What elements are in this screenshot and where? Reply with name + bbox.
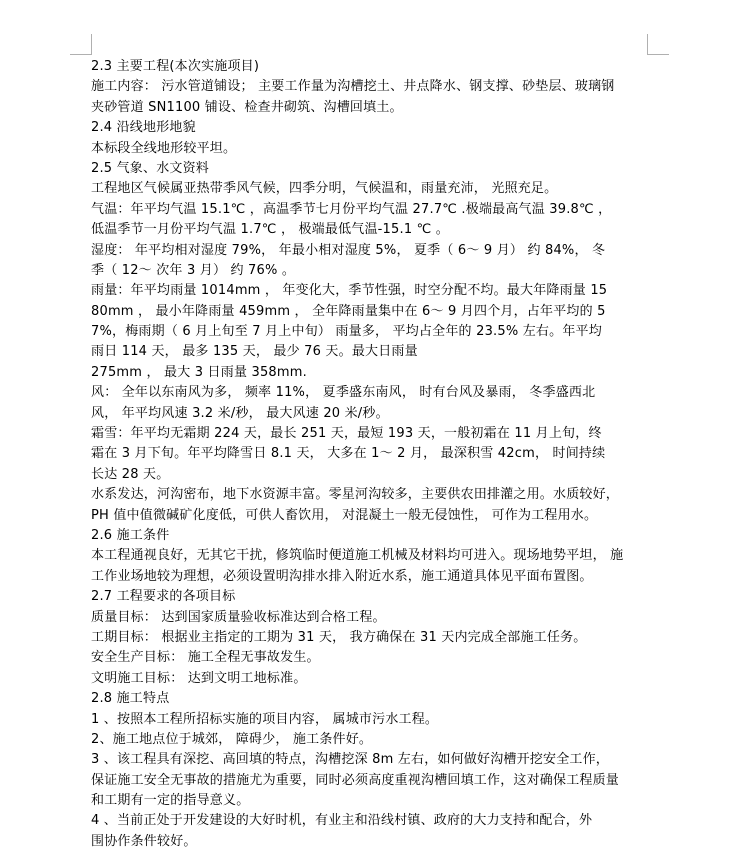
text-line: 湿度： 年平均相对湿度 79%， 年最小相对湿度 5%， 夏季（ 6～ 9 月） 约 84%， 冬 — [91, 242, 606, 258]
text-line: 安全生产目标： 施工全程无事故发生。 — [91, 650, 320, 666]
text-line: 3 、该工程具有深挖、高回填的特点，沟槽挖深 8m 左右，如何做好沟槽开挖安全工作， — [91, 752, 610, 768]
text-line: 季（ 12～ 次年 3 月） 约 76% 。 — [91, 262, 296, 278]
text-line: 风， 年平均风速 3.2 米/秒， 最大风速 20 米/秒。 — [91, 405, 389, 421]
text-line: 低温季节一月份平均气温 1.7℃ ， 极端最低气温-15.1 ℃ 。 — [91, 222, 449, 238]
text-line: 保证施工安全无事故的措施尤为重要，同时必须高度重视沟槽回填工作，这对确保工程质量 — [91, 772, 620, 788]
text-line: 工作业场地较为理想，必须设置明沟排水排入附近水系，施工通道具体见平面布置图。 — [91, 568, 593, 584]
text-line: 本标段全线地形较平坦。 — [91, 140, 237, 156]
text-line: 夹砂管道 SN1100 铺设、检查井砌筑、沟槽回填土。 — [91, 99, 403, 115]
section-heading: 2.3 主要工程(本次实施项目) — [91, 59, 260, 74]
text-line: 雨日 114 天， 最多 135 天， 最少 76 天。最大日雨量 — [91, 344, 418, 360]
text-line: 工程地区气候属亚热带季风气候，四季分明，气候温和，雨量充沛， 光照充足。 — [91, 181, 558, 197]
section-heading: 2.5 气象、水文资料 — [91, 160, 210, 176]
crop-mark-top-right — [647, 34, 648, 54]
document-body — [91, 57, 651, 852]
crop-mark-top-right — [647, 54, 669, 55]
text-line: 和工期有一定的指导意义。 — [91, 793, 250, 809]
crop-mark-top-left — [70, 54, 92, 55]
text-line: 文明施工目标： 达到文明工地标准。 — [91, 670, 307, 686]
text-line: 雨量：年平均雨量 1014mm ， 年变化大，季节性强，时空分配不均。最大年降雨量 15 — [91, 283, 608, 299]
section-heading: 2.6 施工条件 — [91, 527, 170, 543]
text-line: 气温：年平均气温 15.1℃ ，高温季节七月份平均气温 27.7℃ .极端最高气温 39.8℃ ， — [91, 201, 612, 217]
section-heading: 2.4 沿线地形地貌 — [91, 120, 196, 136]
text-line: 1 、按照本工程所招标实施的项目内容， 属城市污水工程。 — [91, 711, 439, 727]
section-heading: 2.7 工程要求的各项目标 — [91, 589, 236, 605]
crop-mark-top-left — [91, 34, 92, 54]
text-line: 80mm ， 最小年降雨量 459mm ， 全年降雨量集中在 6～ 9 月四个月，占年平均的 5 — [91, 303, 606, 319]
section-heading: 2.8 施工特点 — [91, 691, 170, 707]
text-line: 工期目标： 根据业主指定的工期为 31 天， 我方确保在 31 天内完成全部施工任务。 — [91, 629, 587, 645]
text-line: 霜雪：年平均无霜期 224 天，最长 251 天，最短 193 天，一般初霜在 11 月上旬，终 — [91, 426, 602, 442]
text-line: 质量目标： 达到国家质量验收标准达到合格工程。 — [91, 609, 386, 625]
text-line: 4 、当前正处于开发建设的大好时机，有业主和沿线村镇、政府的大力支持和配合，外 — [91, 813, 593, 829]
text-line: 275mm ， 最大 3 日雨量 358mm. — [91, 364, 307, 380]
text-line: PH 值中值微碱矿化度低，可供人畜饮用， 对混凝土一般无侵蚀性， 可作为工程用水。 — [91, 507, 598, 523]
text-line: 围协作条件较好。 — [91, 833, 197, 849]
text-line: 风： 全年以东南风为多， 频率 11%， 夏季盛东南风， 时有台风及暴雨， 冬季盛西北 — [91, 385, 596, 401]
text-line: 施工内容： 污水管道铺设； 主要工作量为沟槽挖土、井点降水、钢支撑、砂垫层、玻璃钢 — [91, 79, 615, 95]
text-line: 霜在 3 月下旬。年平均降雪日 8.1 天， 大多在 1～ 2 月， 最深积雪 42cm， 时间持续 — [91, 446, 606, 462]
text-line: 长达 28 天。 — [91, 466, 170, 482]
text-line: 7%，梅雨期（ 6 月上旬至 7 月上中旬） 雨量多， 平均占全年的 23.5% 左右。年平均 — [91, 324, 602, 340]
text-line: 本工程通视良好，无其它干扰，修筑临时便道施工机械及材料均可进入。现场地势平坦， 施 — [91, 548, 624, 564]
text-line: 2、施工地点位于城郊， 障碍少， 施工条件好。 — [91, 731, 373, 747]
text-line: 水系发达，河沟密布，地下水资源丰富。零星河沟较多，主要供农田排灌之用。水质较好， — [91, 487, 620, 503]
